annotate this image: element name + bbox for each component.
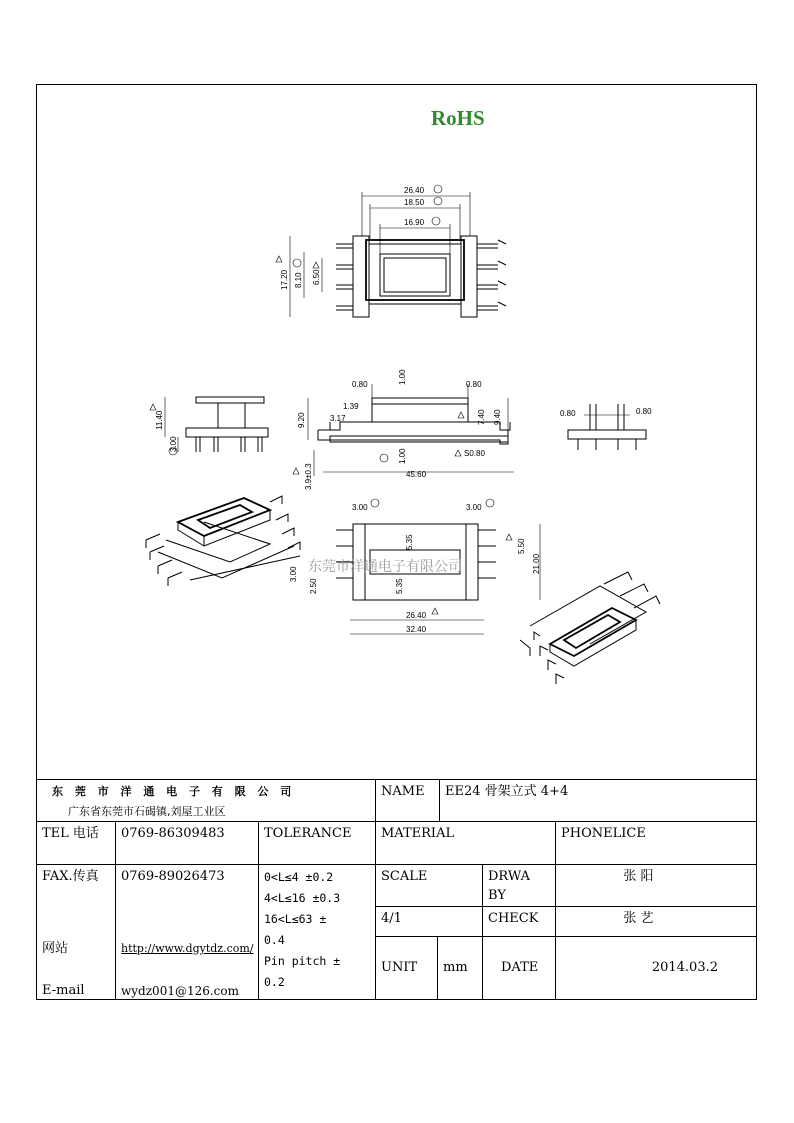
front-view bbox=[293, 369, 514, 490]
dim-6-50: 6.50 bbox=[312, 269, 321, 285]
dim-0-80-right: 0.80 bbox=[636, 407, 652, 416]
dim-2-50: 2.50 bbox=[309, 578, 318, 594]
tolerance-values-cell bbox=[259, 865, 376, 1000]
scale-label-cell bbox=[376, 865, 483, 907]
tel-label: TEL 电话 bbox=[42, 826, 99, 841]
name-label: NAME bbox=[381, 784, 425, 799]
dim-21-00: 21.00 bbox=[532, 553, 541, 574]
bottom-view bbox=[289, 499, 541, 634]
dim-9-40: 9.40 bbox=[493, 409, 502, 425]
email-label: E-mail bbox=[42, 983, 85, 998]
tolerance-line: Pin pitch ± bbox=[264, 954, 341, 968]
tolerance-line: 0.2 bbox=[264, 975, 285, 989]
dim-3-00-a: 3.00 bbox=[352, 503, 368, 512]
dim-17-20: 17.20 bbox=[280, 269, 289, 290]
tolerance-line: 0<L≤4 ±0.2 bbox=[264, 870, 334, 884]
check-value: 张 艺 bbox=[623, 911, 654, 926]
dim-26-40-b: 26.40 bbox=[406, 611, 427, 620]
dim-3-00-b: 3.00 bbox=[466, 503, 482, 512]
dim-1-00-b: 1.00 bbox=[398, 448, 407, 464]
date-value-cell bbox=[556, 937, 757, 1000]
dim-7-40: 7.40 bbox=[477, 409, 486, 425]
company-address: 广东省东莞市石碣镇,刘屋工业区 bbox=[68, 805, 226, 818]
tolerance-line: 16<L≤63 ± bbox=[264, 912, 327, 926]
unit-label: UNIT bbox=[381, 960, 418, 975]
dim-3-00-left: 3.00 bbox=[169, 436, 178, 452]
check-label-cell bbox=[483, 907, 556, 937]
dim-11-40: 11.40 bbox=[155, 410, 164, 430]
date-label-cell bbox=[483, 937, 556, 1000]
dim-18-50: 18.50 bbox=[404, 198, 425, 207]
scale-label: SCALE bbox=[381, 869, 428, 884]
dim-0-80-a: 0.80 bbox=[352, 380, 368, 389]
unit-value: mm bbox=[443, 960, 468, 975]
web-email-value-cell bbox=[116, 937, 259, 1000]
dim-9-20: 9.20 bbox=[297, 412, 306, 428]
rohs-label: RoHS bbox=[431, 106, 485, 130]
company-name: 东 莞 市 洋 通 电 子 有 限 公 司 bbox=[52, 785, 296, 798]
dim-8-10: 8.10 bbox=[294, 272, 303, 288]
check-value-cell bbox=[556, 907, 757, 937]
dim-0-80-b: 0.80 bbox=[466, 380, 482, 389]
date-label: DATE bbox=[501, 960, 539, 975]
dim-5-35-b: 5.35 bbox=[395, 578, 404, 594]
dim-0-80-left: 0.80 bbox=[560, 409, 576, 418]
tolerance-line: 4<L≤16 ±0.3 bbox=[264, 891, 341, 905]
scale-value: 4/1 bbox=[381, 911, 402, 926]
website-link[interactable]: http://www.dgytdz.com/ bbox=[121, 942, 254, 955]
fax-value: 0769-89026473 bbox=[121, 869, 225, 884]
isometric-view-left bbox=[146, 496, 300, 586]
unit-value-cell bbox=[438, 937, 483, 1000]
phonelice-label: PHONELICE bbox=[561, 826, 646, 841]
tolerance-label-cell bbox=[259, 822, 376, 865]
web-email-label-cell bbox=[36, 937, 116, 1000]
dim-5-50: 5.50 bbox=[517, 538, 526, 554]
dim-5-35-a: 5.35 bbox=[405, 534, 414, 550]
dim-45-60: 45.60 bbox=[406, 470, 427, 479]
tolerance-label: TOLERANCE bbox=[264, 826, 352, 841]
scale-value-cell bbox=[376, 907, 483, 937]
drawn-by-value: 张 阳 bbox=[623, 869, 654, 884]
name-value-cell bbox=[440, 779, 757, 822]
tel-value-cell bbox=[116, 822, 259, 865]
tolerance-line: 0.4 bbox=[264, 933, 285, 947]
left-side-view bbox=[150, 397, 268, 455]
dim-32-40: 32.40 bbox=[406, 625, 427, 634]
fax-value-cell bbox=[116, 865, 259, 937]
title-block bbox=[36, 779, 757, 1000]
drawn-by-value-cell bbox=[556, 865, 757, 907]
company-cell bbox=[36, 779, 376, 822]
dim-3-9: 3.9±0.3 bbox=[304, 463, 313, 490]
fax-label-cell bbox=[36, 865, 116, 937]
date-value: 2014.03.2 bbox=[651, 960, 718, 975]
phonelice-label-cell bbox=[556, 822, 757, 865]
tel-value: 0769-86309483 bbox=[121, 826, 225, 841]
material-label-cell bbox=[376, 822, 556, 865]
dim-s0-80: S0.80 bbox=[464, 449, 485, 458]
dim-16-90: 16.90 bbox=[404, 218, 425, 227]
dim-3-00-c: 3.00 bbox=[289, 566, 298, 582]
fax-label: FAX.传真 bbox=[42, 869, 99, 884]
email-value: wydz001@126.com bbox=[121, 984, 240, 998]
material-label: MATERIAL bbox=[381, 826, 455, 841]
name-label-cell bbox=[376, 779, 440, 822]
unit-label-cell bbox=[376, 937, 438, 1000]
dim-26-40: 26.40 bbox=[404, 186, 425, 195]
right-side-view bbox=[560, 404, 652, 450]
drawn-by-label-cell bbox=[483, 865, 556, 907]
dim-1-00-a: 1.00 bbox=[398, 369, 407, 385]
check-label: CHECK bbox=[488, 911, 539, 926]
web-label: 网站 bbox=[42, 941, 69, 956]
dim-3-17: 3.17 bbox=[330, 414, 346, 423]
name-value: EE24 骨架立式 4+4 bbox=[445, 784, 569, 799]
isometric-view-right bbox=[520, 572, 660, 684]
dim-1-39: 1.39 bbox=[343, 402, 359, 411]
watermark: 东莞市洋通电子有限公司 bbox=[308, 559, 462, 575]
tel-label-cell bbox=[36, 822, 116, 865]
drawn-by-label: DRWA BY bbox=[488, 869, 531, 903]
top-view bbox=[276, 185, 506, 317]
